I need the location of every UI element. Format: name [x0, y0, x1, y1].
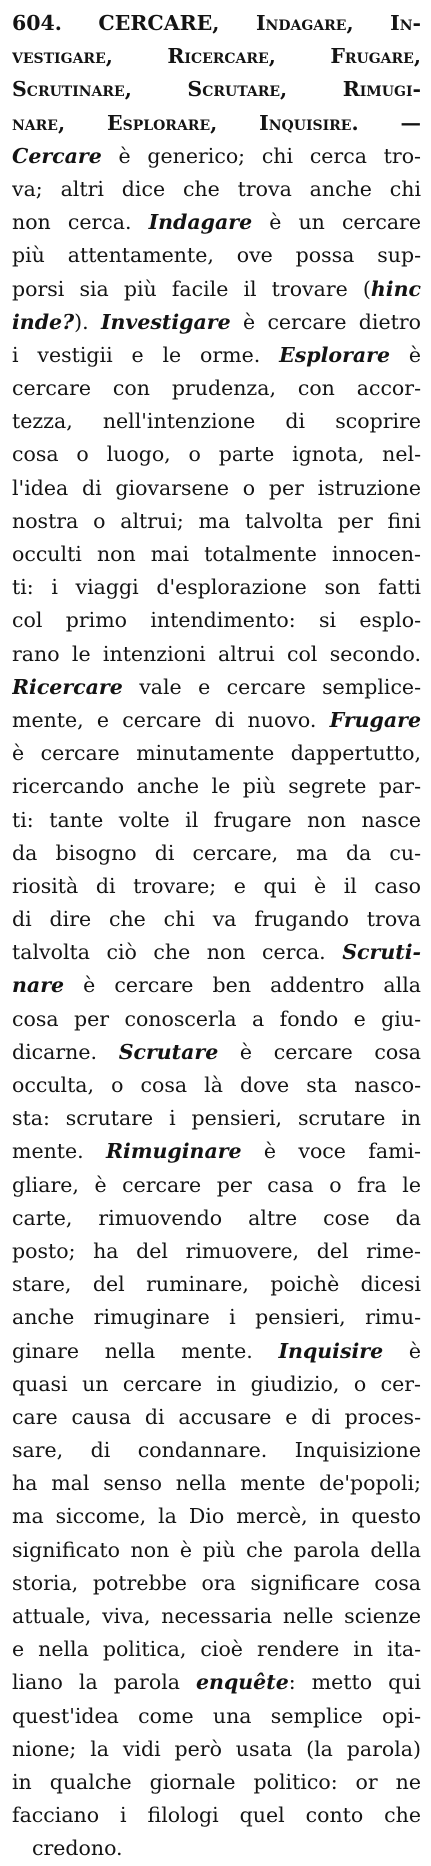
text-segment: ti: i viaggi d'esplorazione son fatti [12, 575, 421, 600]
headword-term: Cercare [12, 143, 102, 168]
text-line [12, 472, 421, 505]
text-segment: anche rimuginare i pensieri, rimu- [12, 1305, 421, 1330]
text-segment: mente. [12, 1139, 106, 1164]
text-segment: attuale, viva, necessaria nelle scienze [12, 1604, 421, 1628]
text-line [12, 1534, 421, 1567]
text-line [12, 372, 421, 405]
text-segment: è cercare minutamente dappertutto, [12, 741, 421, 766]
headword-synonyms: nare, Esplorare, Inquisire. [12, 110, 359, 135]
text-line [12, 770, 421, 803]
text-line [12, 1235, 421, 1268]
text-line [12, 1799, 421, 1832]
text-line [12, 870, 421, 903]
headword-term: inde? [12, 309, 75, 334]
text-line [12, 1500, 421, 1533]
text-segment: talvolta ciò che non cerca. [12, 940, 343, 965]
text-line [12, 1268, 421, 1301]
headword-synonyms: vestigare, Ricercare, Frugare, [12, 44, 421, 69]
text-line [12, 671, 421, 704]
text-line [12, 1666, 421, 1699]
text-segment: i vestigii e le orme. [12, 342, 280, 367]
text-segment: è cercare dietro [230, 309, 421, 334]
headword-term: Indagare [148, 210, 253, 235]
text-line [12, 737, 421, 770]
text-segment: nione; la vidi però usata (la parola) [12, 1736, 421, 1761]
text-segment: ricercando anche le più segrete par- [12, 774, 421, 799]
text-segment: riosità di trovare; e qui è il caso [12, 873, 421, 898]
text-line [12, 1169, 421, 1202]
text-segment: sare, di condannare. Inquisizione [12, 1438, 421, 1463]
text-segment: in qualche giornale politico: or ne [12, 1769, 421, 1794]
text-line [12, 936, 421, 969]
text-segment: cosa o luogo, o parte ignota, nel- [12, 442, 421, 467]
text-line [12, 1335, 421, 1368]
text-line [12, 1102, 421, 1135]
text-line [12, 206, 421, 239]
text-segment: credono. [32, 1836, 123, 1861]
text-segment: tezza, nell'intenzione di scoprire [12, 409, 421, 434]
text-line [12, 704, 421, 737]
text-segment: facciano i filologi quel conto che [12, 1803, 421, 1828]
text-segment: di dire che chi va frugando trova [12, 907, 421, 932]
headword-term: Investigare [100, 309, 231, 334]
text-segment: vale e cercare semplice- [122, 674, 421, 699]
text-line [12, 107, 421, 140]
text-segment: più attentamente, ove possa sup- [12, 243, 421, 268]
text-line [12, 804, 421, 837]
text-segment: gliare, è cercare per casa o fra le [12, 1172, 421, 1197]
text-segment: è voce fami- [241, 1139, 421, 1164]
text-segment: sta: scrutare i pensieri, scrutare in [12, 1106, 421, 1131]
text-segment: è cercare cosa [218, 1039, 421, 1064]
headword-term: Rimuginare [106, 1139, 242, 1164]
text-segment: posto; ha del rimuovere, del rime- [12, 1238, 421, 1263]
text-line [12, 638, 421, 671]
text-segment: è un cercare [252, 210, 421, 235]
text-segment: occulta, o cosa là dove sta nasco- [12, 1073, 421, 1097]
text-line [12, 1600, 421, 1633]
text-segment: : metto qui [288, 1670, 421, 1695]
text-line [12, 505, 421, 538]
text-line [12, 604, 421, 637]
text-line [12, 1700, 421, 1733]
text-line [12, 1202, 421, 1235]
headword-synonyms: Indagare, In- [255, 11, 421, 35]
text-line [12, 40, 421, 73]
text-segment: ha mal senso nella mente de'popoli; [12, 1471, 421, 1496]
text-line [12, 438, 421, 471]
text-line [12, 140, 421, 173]
text-segment: cercare con prudenza, con accor- [12, 376, 421, 401]
text-line [12, 1003, 421, 1036]
text-line [12, 837, 421, 870]
text-segment: — [358, 110, 421, 135]
text-line [12, 1368, 421, 1401]
headword-term: hinc [370, 276, 421, 301]
text-line [12, 1467, 421, 1500]
text-line [12, 1733, 421, 1766]
headword-term: Esplorare [279, 342, 391, 367]
text-segment: ginare nella mente. [12, 1338, 279, 1363]
text-line [12, 1567, 421, 1600]
text-line [12, 1401, 421, 1434]
headword-synonyms: Scrutinare, Scrutare, Rimugi- [12, 77, 421, 102]
text-segment: stare, del ruminare, poichè dicesi [12, 1272, 421, 1297]
text-line [12, 239, 421, 272]
text-segment: l'idea di giovarsene o per istruzione [12, 475, 421, 500]
text-segment: va; altri dice che trova anche chi [12, 176, 421, 201]
text-segment: è [390, 342, 421, 367]
text-segment: quasi un cercare in giudizio, o cer- [12, 1371, 421, 1396]
text-segment: col primo intendimento: si esplo- [12, 608, 421, 633]
text-line [12, 1434, 421, 1467]
text-segment: è cercare ben addentro alla [64, 973, 421, 998]
text-line [12, 1036, 421, 1069]
text-segment: significato non è più che parola della [12, 1537, 421, 1562]
text-line [12, 538, 421, 571]
text-line [12, 903, 421, 936]
text-segment: quest'idea come una semplice opi- [12, 1703, 421, 1728]
headword-term: Scrutare [118, 1039, 219, 1064]
text-segment: ti: tante volte il frugare non nasce [12, 807, 421, 832]
text-segment: care causa di accusare e di proces- [12, 1404, 421, 1429]
text-segment: non cerca. [12, 210, 149, 235]
text-segment: rano le intenzioni altrui col secondo. [12, 641, 421, 666]
text-line [12, 1135, 421, 1168]
text-line [12, 1301, 421, 1334]
text-line [12, 1069, 421, 1102]
dictionary-entry-604 [12, 7, 421, 1866]
headword-term: Frugare [329, 707, 421, 732]
text-line [12, 339, 421, 372]
text-segment: è generico; chi cerca tro- [101, 143, 421, 168]
text-line [12, 1633, 421, 1666]
text-line [12, 306, 421, 339]
text-line [12, 1766, 421, 1799]
text-segment: e nella politica, cioè rendere in ita- [12, 1637, 421, 1662]
text-segment: mente, e cercare di nuovo. [12, 707, 330, 732]
text-segment: cosa per conoscerla a fondo e giu- [12, 1006, 421, 1031]
headword-term: enquête [196, 1670, 289, 1695]
text-segment: liano la parola [12, 1670, 196, 1695]
headword-term: Ricercare [12, 674, 123, 699]
entry-heading-line [12, 7, 421, 40]
text-segment: porsi sia più facile il trovare ( [12, 276, 371, 301]
text-line [12, 969, 421, 1002]
text-segment: da bisogno di cercare, ma da cu- [12, 840, 421, 865]
text-segment: occulti non mai totalmente innocen- [12, 542, 421, 566]
headword-term: Scruti- [342, 940, 421, 965]
text-segment: 604. CERCARE, [12, 11, 256, 35]
text-line [12, 405, 421, 438]
text-segment: è [383, 1338, 421, 1363]
text-segment: nostra o altrui; ma talvolta per fini [12, 508, 421, 533]
text-line [12, 571, 421, 604]
text-line [12, 173, 421, 206]
text-line [12, 73, 421, 106]
text-segment: dicarne. [12, 1039, 119, 1064]
text-segment: carte, rimuovendo altre cose da [12, 1205, 421, 1230]
headword-term: nare [12, 973, 65, 998]
headword-term: Inquisire [278, 1338, 384, 1363]
text-segment: storia, potrebbe ora significare cosa [12, 1570, 421, 1595]
text-line [12, 273, 421, 306]
text-segment: ma siccome, la Dio mercè, in questo [12, 1504, 421, 1529]
text-line [12, 1832, 421, 1865]
text-segment: ). [74, 309, 101, 334]
